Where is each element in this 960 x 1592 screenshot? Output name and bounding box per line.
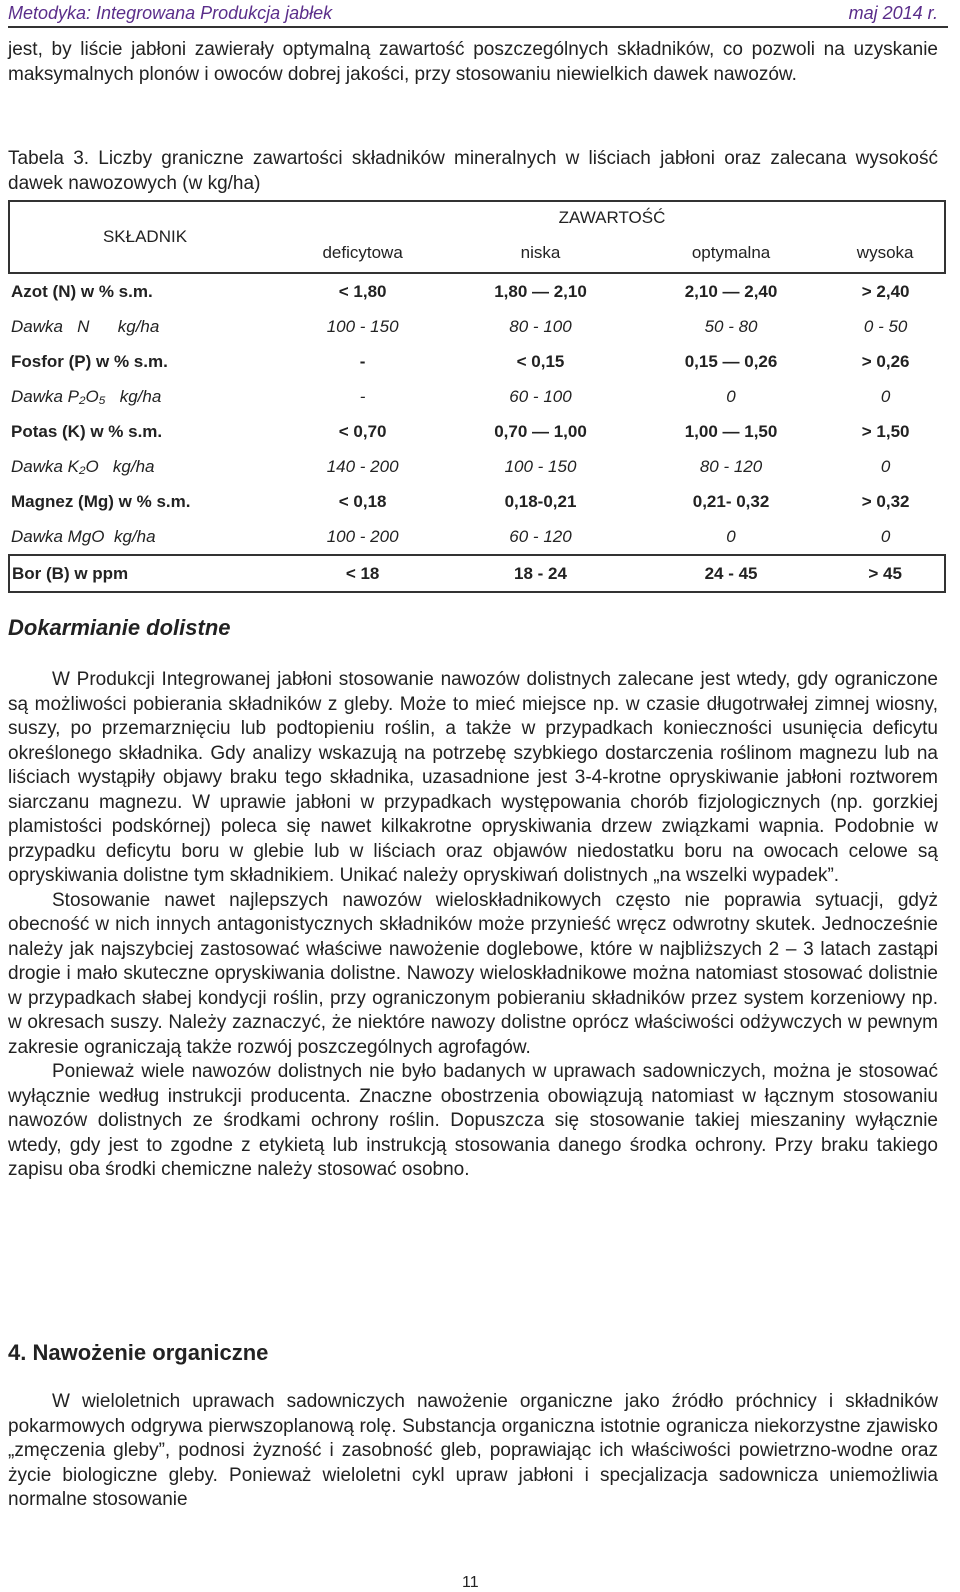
section2-paragraph: W wieloletnich uprawach sadowniczych nawożenie organiczne jako źródło próchnicy i składników pokarmowych odgrywa pierwszoplanową rolę. Substancja organiczna istotnie ogranicza niekorzystne zjawisko „zmęczenia gleby”, podnosi żyzność i zasobność gleb, poprawiając ich właściwości powietrzno-wodne oraz życie biologiczne gleby. Ponieważ wieloletni cykl upraw jabłoni i specjalizacja sadownicza uniemożliwia normalne stosowanie <box>8 1391 938 1510</box>
cell: > 2,40 <box>861 281 910 301</box>
cell: 0 <box>880 386 891 406</box>
cell: 0 <box>880 526 891 546</box>
row-label: Potas (K) w % s.m. <box>11 421 163 441</box>
level-wysoka: wysoka <box>826 234 945 273</box>
table-row-dawka-k2o <box>9 449 945 484</box>
table-row-bor <box>9 555 945 592</box>
cell: 0 <box>726 526 736 546</box>
page-number: 11 <box>462 1574 479 1591</box>
row-label: Dawka MgO kg/ha <box>11 526 156 546</box>
cell: 0,18-0,21 <box>504 491 577 511</box>
intro-paragraph: jest, by liście jabłoni zawierały optymalną zawartość poszczególnych składników, co pozwoli na uzyskanie maksymalnych plonów i owoców dobrej jakości, przy stosowaniu niewielkich dawek nawozów. <box>8 39 938 85</box>
table-caption: Tabela 3. Liczby graniczne zawartości składników mineralnych w liściach jabłoni oraz zalecana wysokość dawek nawozowych (w kg/ha) <box>8 148 938 194</box>
cell: 140 - 200 <box>326 456 399 476</box>
header-date: maj 2014 r. <box>848 3 938 23</box>
paragraph: W Produkcji Integrowanej jabłoni stosowanie nawozów dolistnych zalecane jest wtedy, gdy ograniczone są możliwości pobierania składników z gleby. Może to mieć miejsce np. w czasie długotrwałej zimnej wiosny, suszy, po przemarznięciu lub podtopieniu roślin, a także w przypadkach konieczności usunięcia deficytu określonego składnika. Gdy analizy wskazują na potrzebę szybkiego dostarczenia roślinom magnezu lub na liściach wystąpiły objawy braku tego składnika, uzasadnione jest 3-4-krotne opryskiwanie jabłoni roztworem siarczanu magnezu. W uprawie jabłoni w przypadkach występowania chorób fizjologicznych (np. gorzkiej plamistości podskórnej) poleca się nawet kilkakrotne opryskiwania drzew związkami wapnia. Podobnie w przypadku deficytu boru w glebie lub w liściach oraz objawów niedostatku boru na owocach celowe są opryskiwania dolistne tym składnikiem. Unikać należy opryskiwań dolistnych „na wszelki wypadek”. <box>8 669 938 886</box>
row-label: Azot (N) w % s.m. <box>11 281 153 301</box>
row-label: Dawka K₂O kg/ha <box>11 456 155 476</box>
paragraph: Stosowanie nawet najlepszych nawozów wieloskładnikowych często nie poprawia sytuacji, gdyż obecność w nich innych antagonistycznych składników może przynieść wręcz odwrotny skutek. Jednocześnie należy jak najszybciej zastosować właściwe nawożenie doglebowe, które w najbliższych 2 – 3 latach zastąpi drogie i mało skuteczne opryskiwania dolistne. Nawozy wieloskładnikowe można natomiast stosować dolistnie w przypadkach słabej kondycji roślin, przy ograniczonym pobieraniu składników przez system korzeniowy np. w okresach suszy. Należy zaznaczyć, że niektóre nawozy dolistne oprócz właściwości odżywczych w pewnym zakresie ograniczają także rozwój poszczególnych agrofagów. <box>8 889 938 1058</box>
table-row-fosfor <box>9 344 945 379</box>
section1-body <box>8 668 938 1183</box>
row-label: Bor (B) w ppm <box>9 555 280 592</box>
cell: > 0,32 <box>861 491 910 511</box>
level-niska: niska <box>445 234 636 273</box>
row-label: Dawka N kg/ha <box>11 316 160 336</box>
cell: 80 - 100 <box>509 316 572 336</box>
cell: 24 - 45 <box>636 555 827 592</box>
cell: < 0,15 <box>516 351 565 371</box>
header-title: Metodyka: Integrowana Produkcja jabłek <box>8 3 333 23</box>
level-deficytowa: deficytowa <box>280 234 445 273</box>
cell: < 0,18 <box>338 491 387 511</box>
cell: < 0,70 <box>338 421 387 441</box>
cell: < 1,80 <box>338 281 387 301</box>
row-label: Magnez (Mg) w % s.m. <box>11 491 191 511</box>
cell: 2,10 ― 2,40 <box>684 281 778 301</box>
header-rule <box>8 26 948 28</box>
table-row-azot <box>9 273 945 309</box>
cell: 50 - 80 <box>704 316 758 336</box>
cell: 60 - 120 <box>509 526 572 546</box>
level-optymalna: optymalna <box>636 234 827 273</box>
cell: < 18 <box>280 555 445 592</box>
table-row-dawka-p2o5 <box>9 379 945 414</box>
cell: 80 - 120 <box>699 456 763 476</box>
cell: > 0,26 <box>861 351 910 371</box>
page-header <box>0 0 960 28</box>
cell: 0,70 ― 1,00 <box>494 421 587 441</box>
col-header-zawartosc: ZAWARTOŚĆ <box>280 201 945 234</box>
table-header-row <box>9 201 945 234</box>
cell: 60 - 100 <box>509 386 572 406</box>
cell: - <box>359 351 366 371</box>
cell: > 1,50 <box>861 421 910 441</box>
table-row-magnez <box>9 484 945 519</box>
cell: 0 <box>880 456 891 476</box>
cell: 18 - 24 <box>445 555 636 592</box>
table-row-potas <box>9 414 945 449</box>
section-title-nawozenie: 4. Nawożenie organiczne <box>8 1340 269 1365</box>
cell: 1,80 ― 2,10 <box>494 281 587 301</box>
col-header-skladnik: SKŁADNIK <box>9 201 280 273</box>
row-label: Dawka P₂O₅ kg/ha <box>11 386 162 406</box>
table-row-dawka-mgo <box>9 519 945 555</box>
cell: 100 - 150 <box>326 316 399 336</box>
row-label: Fosfor (P) w % s.m. <box>11 351 168 371</box>
cell: 100 - 150 <box>504 456 577 476</box>
section-title-dokarmianie: Dokarmianie dolistne <box>8 615 231 640</box>
cell: 100 - 200 <box>326 526 399 546</box>
cell: > 45 <box>826 555 945 592</box>
cell: 0,21- 0,32 <box>692 491 770 511</box>
table-row-dawka-n <box>9 309 945 344</box>
cell: 0,15 ― 0,26 <box>684 351 778 371</box>
cell: 1,00 ― 1,50 <box>684 421 778 441</box>
cell: - <box>359 386 366 406</box>
cell: 0 <box>726 386 736 406</box>
nutrient-table <box>8 200 946 593</box>
paragraph: Ponieważ wiele nawozów dolistnych nie było badanych w uprawach sadowniczych, można je stosować wyłącznie według instrukcji producenta. Znaczne obostrzenia obowiązują natomiast w łącznym stosowaniu nawozów dolistnych ze środkami ochrony roślin. Dopuszcza się stosowanie takiej mieszaniny wyłącznie wtedy, gdy jest to zgodne z etykietą lub instrukcją stosowania danego środka ochrony. Przy braku takiego zapisu oba środki chemiczne należy stosować osobno. <box>8 1061 938 1180</box>
cell: 0 - 50 <box>863 316 908 336</box>
